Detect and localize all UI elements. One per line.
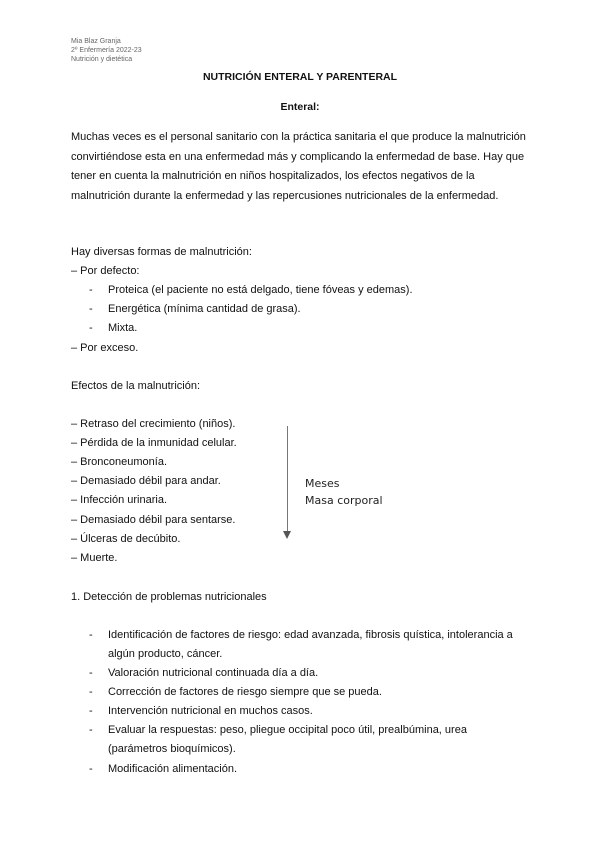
effect-item: – Bronconeumonía. — [71, 456, 168, 468]
document-title: NUTRICIÓN ENTERAL Y PARENTERAL — [202, 71, 398, 83]
effect-item: – Infección urinaria. — [71, 494, 167, 506]
section1-heading: 1. Detección de problemas nutricionales — [71, 591, 267, 603]
defect-item: Mixta. — [108, 322, 138, 334]
bullet-dash: - — [89, 763, 93, 775]
defect-item: Energética (mínima cantidad de grasa). — [108, 303, 301, 315]
detection-item: Modificación alimentación. — [108, 763, 238, 775]
bullet-dash: - — [89, 724, 93, 736]
arrow-down-icon — [283, 531, 291, 539]
progression-arrow-line — [287, 426, 288, 531]
effect-item: – Demasiado débil para sentarse. — [71, 514, 236, 526]
forms-heading: Hay diversas formas de malnutrición: — [71, 246, 252, 258]
annotation-months: Meses — [305, 477, 340, 490]
bullet-dash: - — [89, 667, 93, 679]
header-course: 2º Enfermería 2022-23 — [71, 47, 142, 54]
effect-item: – Muerte. — [71, 552, 118, 564]
bullet-dash: - — [89, 303, 93, 315]
defect-item: Proteica (el paciente no está delgado, tiene fóveas y edemas). — [108, 284, 413, 296]
bullet-dash: - — [89, 629, 93, 641]
effects-heading: Efectos de la malnutrición: — [71, 380, 201, 392]
bullet-dash: - — [89, 322, 93, 334]
annotation-body-mass: Masa corporal — [305, 494, 383, 507]
detection-item: Intervención nutricional en muchos casos. — [108, 705, 313, 717]
bullet-dash: - — [89, 284, 93, 296]
effect-item: – Pérdida de la inmunidad celular. — [71, 437, 237, 449]
intro-paragraph: Muchas veces es el personal sanitario con la práctica sanitaria el que produce la malnutrición convirtiéndose esta en una enfermedad más y complicando la enfermedad de base. Hay que tener en cuenta la malnutrición en niños hospitalizados, los efectos negativos de la malnutrición durante la enfermedad y las repercusiones nutricionales de la enfermedad. — [71, 131, 526, 202]
header-subject: Nutrición y dietética — [71, 56, 133, 63]
section-subtitle: Enteral: — [280, 101, 320, 113]
detection-item: Evaluar la respuestas: peso, pliegue occipital poco útil, prealbúmina, urea (parámetros bioquímicos). — [108, 724, 467, 755]
detection-item: Identificación de factores de riesgo: edad avanzada, fibrosis quística, intolerancia a algún producto, cáncer. — [108, 629, 513, 660]
detection-item: Valoración nutricional continuada día a día. — [108, 667, 319, 679]
detection-item: Corrección de factores de riesgo siempre que se pueda. — [108, 686, 382, 698]
effect-item: – Demasiado débil para andar. — [71, 475, 221, 487]
effect-item: – Úlceras de decúbito. — [71, 533, 181, 545]
bullet-dash: - — [89, 686, 93, 698]
forms-by-excess: – Por exceso. — [71, 342, 139, 354]
bullet-dash: - — [89, 705, 93, 717]
forms-by-defect: – Por defecto: — [71, 265, 140, 277]
effect-item: – Retraso del crecimiento (niños). — [71, 418, 236, 430]
header-author: Mia Blaz Granja — [71, 38, 121, 45]
document-header — [71, 37, 142, 64]
